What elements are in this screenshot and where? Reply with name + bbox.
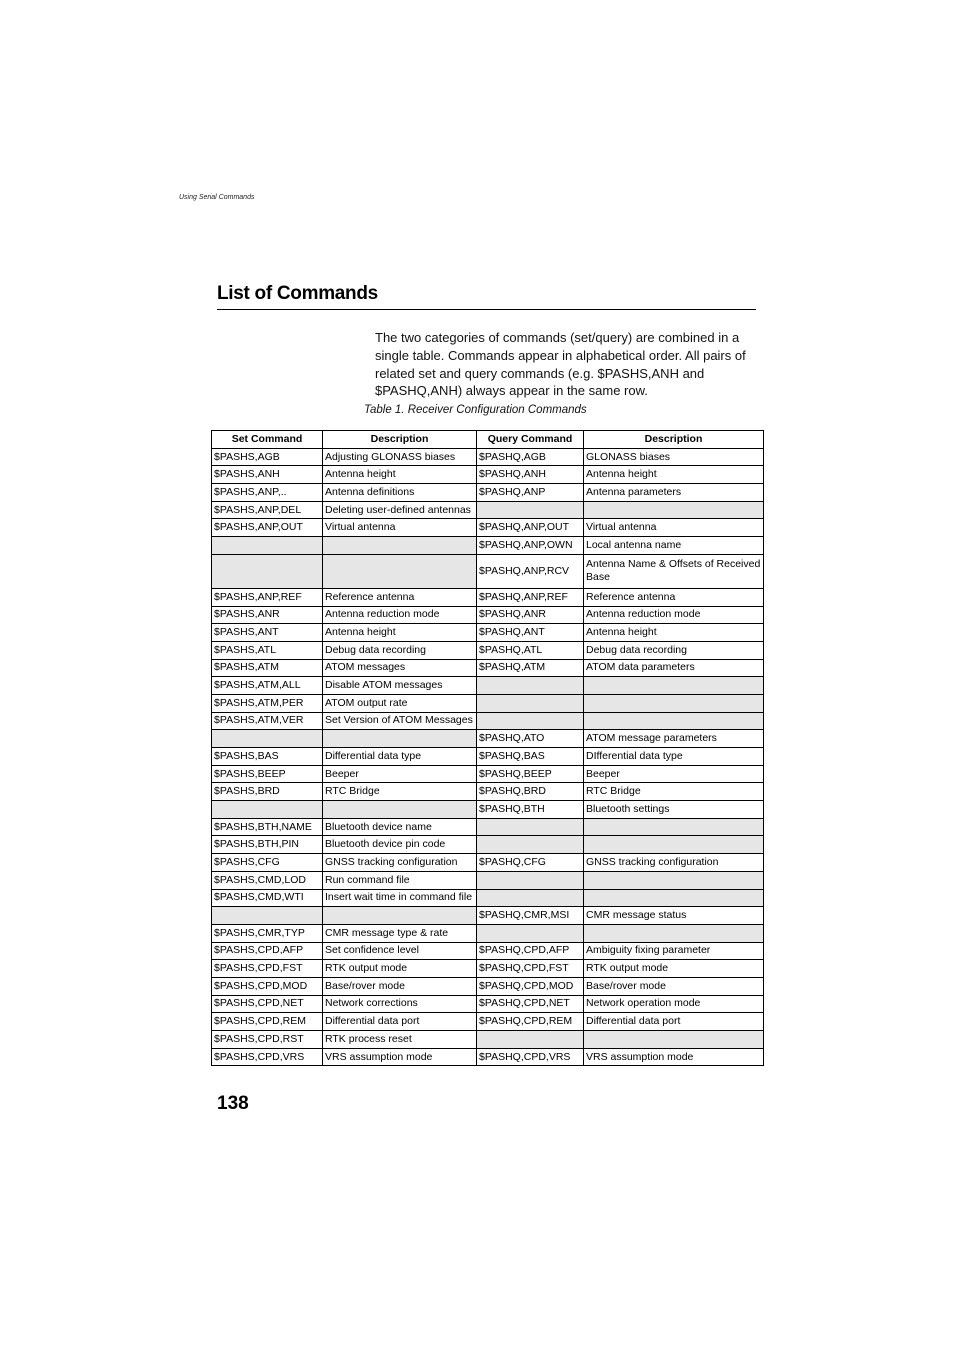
set-command-cell: $PASHS,ATM,PER [212,694,323,712]
query-command-cell: $PASHQ,BRD [477,783,584,801]
running-head: Using Serial Commands [179,194,255,201]
set-command-cell: $PASHS,ANP,OUT [212,519,323,537]
set-description-cell: Deleting user-defined antennas [323,501,477,519]
set-description-cell: Reference antenna [323,588,477,606]
header-set-command: Set Command [212,431,323,449]
set-description-cell [323,730,477,748]
query-command-cell [477,818,584,836]
query-description-cell [584,677,764,695]
query-description-cell: Reference antenna [584,588,764,606]
set-command-cell: $PASHS,CMD,LOD [212,871,323,889]
query-command-cell [477,836,584,854]
query-description-cell: Bluetooth settings [584,801,764,819]
query-description-cell: RTC Bridge [584,783,764,801]
query-command-cell [477,871,584,889]
set-description-cell: Base/rover mode [323,977,477,995]
set-command-cell [212,730,323,748]
table-row [212,448,764,466]
query-command-cell: $PASHQ,AGB [477,448,584,466]
query-description-cell [584,712,764,730]
table-row [212,783,764,801]
set-command-cell: $PASHS,BEEP [212,765,323,783]
set-command-cell: $PASHS,CPD,VRS [212,1048,323,1066]
table-row [212,712,764,730]
query-command-cell: $PASHQ,ANP,REF [477,588,584,606]
set-description-cell: VRS assumption mode [323,1048,477,1066]
table-row [212,466,764,484]
query-command-cell: $PASHQ,CPD,FST [477,960,584,978]
query-command-cell: $PASHQ,BAS [477,748,584,766]
table-row [212,1013,764,1031]
set-command-cell: $PASHS,AGB [212,448,323,466]
table-row [212,606,764,624]
query-command-cell: $PASHQ,CPD,MOD [477,977,584,995]
set-description-cell: Set confidence level [323,942,477,960]
set-description-cell: Adjusting GLONASS biases [323,448,477,466]
set-description-cell: Differential data port [323,1013,477,1031]
set-command-cell: $PASHS,CPD,REM [212,1013,323,1031]
table-row [212,694,764,712]
query-command-cell: $PASHQ,ANR [477,606,584,624]
table-row [212,977,764,995]
query-command-cell: $PASHQ,ANP,OWN [477,537,584,555]
table-header-row [212,431,764,449]
query-description-cell [584,1031,764,1049]
query-description-cell: Antenna Name & Offsets of Received Base [584,554,764,588]
set-command-cell: $PASHS,ANP,.. [212,484,323,502]
query-command-cell: $PASHQ,ATO [477,730,584,748]
query-command-cell: $PASHQ,ANP,RCV [477,554,584,588]
set-description-cell: Insert wait time in command file [323,889,477,907]
set-description-cell: Bluetooth device pin code [323,836,477,854]
set-description-cell: CMR message type & rate [323,924,477,942]
query-description-cell: RTK output mode [584,960,764,978]
intro-paragraph: The two categories of commands (set/query) are combined in a single table. Commands appear in alphabetical order. All pairs of related set and query commands (e.g. $PASHS,ANH and $PASHQ,ANH) always appear in the same row. [375,330,746,399]
query-description-cell [584,836,764,854]
query-command-cell: $PASHQ,CMR,MSI [477,907,584,925]
table-body [212,448,764,1066]
table-row [212,537,764,555]
set-description-cell: Run command file [323,871,477,889]
query-command-cell: $PASHQ,ANH [477,466,584,484]
query-description-cell: Debug data recording [584,641,764,659]
set-command-cell: $PASHS,CMR,TYP [212,924,323,942]
set-description-cell: Set Version of ATOM Messages [323,712,477,730]
table-row [212,730,764,748]
set-command-cell: $PASHS,ATM,VER [212,712,323,730]
table-row [212,588,764,606]
table-row [212,818,764,836]
set-command-cell: $PASHS,ANP,DEL [212,501,323,519]
table-row [212,801,764,819]
table-row [212,907,764,925]
query-command-cell: $PASHQ,ATM [477,659,584,677]
set-description-cell: Antenna height [323,466,477,484]
header-query-description: Description [584,431,764,449]
query-command-cell: $PASHQ,CFG [477,854,584,872]
query-description-cell [584,501,764,519]
set-command-cell: $PASHS,ANH [212,466,323,484]
section-title: List of Commands [217,281,756,310]
query-description-cell: GNSS tracking configuration [584,854,764,872]
set-command-cell: $PASHS,CFG [212,854,323,872]
table-row [212,641,764,659]
set-command-cell: $PASHS,BTH,PIN [212,836,323,854]
set-command-cell: $PASHS,CPD,AFP [212,942,323,960]
table-row [212,519,764,537]
query-description-cell: Beeper [584,765,764,783]
set-command-cell: $PASHS,CPD,RST [212,1031,323,1049]
set-description-cell: Virtual antenna [323,519,477,537]
set-description-cell: ATOM output rate [323,694,477,712]
query-command-cell [477,677,584,695]
set-command-cell: $PASHS,BTH,NAME [212,818,323,836]
set-description-cell: Network corrections [323,995,477,1013]
table-row [212,942,764,960]
set-description-cell: Differential data type [323,748,477,766]
query-command-cell [477,712,584,730]
set-description-cell: RTK output mode [323,960,477,978]
table-row [212,854,764,872]
set-command-cell: $PASHS,CPD,MOD [212,977,323,995]
set-description-cell [323,907,477,925]
query-description-cell [584,924,764,942]
table-row [212,1048,764,1066]
set-description-cell: GNSS tracking configuration [323,854,477,872]
table-row [212,871,764,889]
set-command-cell: $PASHS,ANP,REF [212,588,323,606]
table-row [212,995,764,1013]
set-description-cell: Disable ATOM messages [323,677,477,695]
set-command-cell: $PASHS,ANR [212,606,323,624]
set-command-cell [212,554,323,588]
table-caption: Table 1. Receiver Configuration Commands [364,404,587,416]
set-description-cell [323,801,477,819]
query-description-cell: ATOM data parameters [584,659,764,677]
table-row [212,624,764,642]
set-command-cell: $PASHS,ATM,ALL [212,677,323,695]
table-row [212,677,764,695]
query-description-cell [584,889,764,907]
set-description-cell [323,554,477,588]
query-description-cell: Virtual antenna [584,519,764,537]
set-description-cell: RTC Bridge [323,783,477,801]
query-command-cell [477,501,584,519]
query-description-cell: Antenna parameters [584,484,764,502]
query-description-cell: Ambiguity fixing parameter [584,942,764,960]
query-command-cell: $PASHQ,ANP [477,484,584,502]
set-description-cell: Beeper [323,765,477,783]
query-description-cell: ATOM message parameters [584,730,764,748]
set-description-cell: RTK process reset [323,1031,477,1049]
set-description-cell: ATOM messages [323,659,477,677]
table-row [212,960,764,978]
set-command-cell [212,537,323,555]
set-command-cell: $PASHS,CPD,FST [212,960,323,978]
table-row [212,659,764,677]
set-command-cell: $PASHS,ANT [212,624,323,642]
query-command-cell: $PASHQ,ANP,OUT [477,519,584,537]
set-command-cell: $PASHS,BAS [212,748,323,766]
header-query-command: Query Command [477,431,584,449]
set-command-cell: $PASHS,CPD,NET [212,995,323,1013]
query-description-cell: DIfferential data type [584,748,764,766]
query-description-cell: Antenna reduction mode [584,606,764,624]
commands-table [211,430,764,1066]
query-description-cell: Antenna height [584,466,764,484]
page-number: 138 [217,1093,249,1114]
set-command-cell: $PASHS,ATM [212,659,323,677]
set-command-cell: $PASHS,CMD,WTI [212,889,323,907]
query-description-cell: Base/rover mode [584,977,764,995]
query-command-cell: $PASHQ,CPD,VRS [477,1048,584,1066]
query-description-cell [584,818,764,836]
query-command-cell [477,924,584,942]
set-description-cell: Antenna height [323,624,477,642]
query-command-cell: $PASHQ,BTH [477,801,584,819]
table-row [212,924,764,942]
query-command-cell: $PASHQ,BEEP [477,765,584,783]
table-row [212,501,764,519]
set-description-cell: Debug data recording [323,641,477,659]
set-description-cell: Antenna reduction mode [323,606,477,624]
query-description-cell [584,694,764,712]
set-description-cell: Bluetooth device name [323,818,477,836]
table-row [212,1031,764,1049]
query-description-cell [584,871,764,889]
query-description-cell: Antenna height [584,624,764,642]
query-command-cell: $PASHQ,CPD,NET [477,995,584,1013]
table-row [212,484,764,502]
set-command-cell: $PASHS,ATL [212,641,323,659]
query-command-cell [477,1031,584,1049]
table-row [212,889,764,907]
table-row [212,748,764,766]
set-command-cell [212,907,323,925]
query-description-cell: Network operation mode [584,995,764,1013]
set-command-cell: $PASHS,BRD [212,783,323,801]
query-description-cell: GLONASS biases [584,448,764,466]
query-description-cell: Local antenna name [584,537,764,555]
table-row [212,836,764,854]
query-description-cell: VRS assumption mode [584,1048,764,1066]
query-command-cell: $PASHQ,ATL [477,641,584,659]
query-command-cell [477,694,584,712]
table-row [212,554,764,588]
query-command-cell: $PASHQ,ANT [477,624,584,642]
query-command-cell: $PASHQ,CPD,REM [477,1013,584,1031]
set-description-cell: Antenna definitions [323,484,477,502]
table-row [212,765,764,783]
query-description-cell: Differential data port [584,1013,764,1031]
query-command-cell: $PASHQ,CPD,AFP [477,942,584,960]
query-command-cell [477,889,584,907]
header-set-description: Description [323,431,477,449]
set-command-cell [212,801,323,819]
query-description-cell: CMR message status [584,907,764,925]
set-description-cell [323,537,477,555]
